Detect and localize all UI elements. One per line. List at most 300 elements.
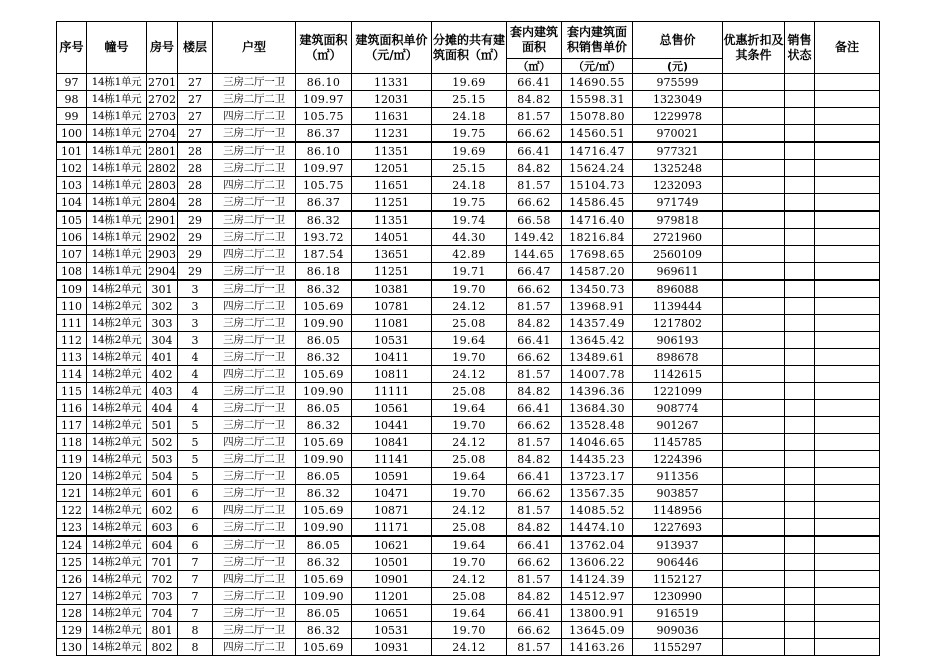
inner-price-cell: 13684.30 <box>562 400 633 417</box>
table-row <box>57 263 880 281</box>
inner-price-cell: 14046.65 <box>562 434 633 451</box>
floor-cell: 4 <box>178 383 213 400</box>
shared-area-cell: 24.12 <box>432 434 507 451</box>
layout-cell: 三房二厅二卫 <box>213 588 296 605</box>
header-area-unit: （㎡） <box>305 47 342 62</box>
inner-area-cell: 66.62 <box>507 485 562 502</box>
seq-cell: 129 <box>57 622 87 639</box>
building-cell: 14栋2单元 <box>87 451 147 468</box>
inner-area-cell: 149.42 <box>507 229 562 246</box>
room-cell: 601 <box>147 485 178 502</box>
header-seq: 序号 <box>57 22 87 74</box>
room-cell: 602 <box>147 502 178 519</box>
discount-cell <box>723 451 785 468</box>
price-list-table <box>56 21 880 656</box>
building-cell: 14栋2单元 <box>87 519 147 537</box>
unit-price-cell: 10931 <box>352 639 432 656</box>
unit-price-cell: 10841 <box>352 434 432 451</box>
inner-price-cell: 14690.55 <box>562 74 633 91</box>
layout-cell: 四房二厅二卫 <box>213 571 296 588</box>
area-cell: 86.32 <box>296 280 352 298</box>
unit-price-cell: 11081 <box>352 315 432 332</box>
remark-cell <box>815 383 880 400</box>
table-row <box>57 366 880 383</box>
remark-cell <box>815 298 880 315</box>
table-row <box>57 108 880 125</box>
floor-cell: 8 <box>178 622 213 639</box>
shared-area-cell: 25.15 <box>432 160 507 177</box>
shared-area-cell: 19.70 <box>432 554 507 571</box>
unit-price-cell: 11351 <box>352 211 432 229</box>
area-cell: 105.69 <box>296 502 352 519</box>
unit-price-cell: 10531 <box>352 332 432 349</box>
header-inner-area-unit: （㎡） <box>507 59 562 74</box>
unit-price-cell: 10871 <box>352 502 432 519</box>
table-row <box>57 502 880 519</box>
layout-cell: 三房二厅一卫 <box>213 536 296 554</box>
status-cell <box>785 108 815 125</box>
total-cell: 898678 <box>633 349 723 366</box>
building-cell: 14栋2单元 <box>87 280 147 298</box>
table-row <box>57 571 880 588</box>
inner-area-cell: 66.41 <box>507 605 562 622</box>
seq-cell: 113 <box>57 349 87 366</box>
total-cell: 896088 <box>633 280 723 298</box>
building-cell: 14栋1单元 <box>87 74 147 91</box>
room-cell: 703 <box>147 588 178 605</box>
header-total-unit: (元) <box>633 59 723 74</box>
discount-cell <box>723 366 785 383</box>
building-cell: 14栋2单元 <box>87 622 147 639</box>
discount-cell <box>723 125 785 143</box>
room-cell: 704 <box>147 605 178 622</box>
shared-area-cell: 19.75 <box>432 194 507 212</box>
shared-area-cell: 24.12 <box>432 571 507 588</box>
remark-cell <box>815 108 880 125</box>
shared-area-cell: 19.64 <box>432 536 507 554</box>
inner-price-cell: 13645.09 <box>562 622 633 639</box>
layout-cell: 三房二厅一卫 <box>213 280 296 298</box>
discount-cell <box>723 74 785 91</box>
seq-cell: 112 <box>57 332 87 349</box>
unit-price-cell: 10411 <box>352 349 432 366</box>
inner-price-cell: 14435.23 <box>562 451 633 468</box>
unit-price-cell: 10781 <box>352 298 432 315</box>
room-cell: 501 <box>147 417 178 434</box>
table-row <box>57 177 880 194</box>
inner-price-cell: 14357.49 <box>562 315 633 332</box>
discount-cell <box>723 417 785 434</box>
floor-cell: 6 <box>178 502 213 519</box>
total-cell: 970021 <box>633 125 723 143</box>
floor-cell: 5 <box>178 434 213 451</box>
shared-area-cell: 25.08 <box>432 315 507 332</box>
building-cell: 14栋1单元 <box>87 246 147 263</box>
seq-cell: 130 <box>57 639 87 656</box>
inner-price-cell: 13528.48 <box>562 417 633 434</box>
inner-area-cell: 81.57 <box>507 298 562 315</box>
floor-cell: 7 <box>178 605 213 622</box>
layout-cell: 三房二厅一卫 <box>213 332 296 349</box>
header-inner-area: 套内建筑面积 <box>507 22 562 59</box>
seq-cell: 124 <box>57 536 87 554</box>
floor-cell: 6 <box>178 485 213 502</box>
floor-cell: 29 <box>178 229 213 246</box>
table-row <box>57 160 880 177</box>
area-cell: 86.32 <box>296 349 352 366</box>
shared-area-cell: 25.08 <box>432 451 507 468</box>
building-cell: 14栋2单元 <box>87 605 147 622</box>
seq-cell: 115 <box>57 383 87 400</box>
building-cell: 14栋2单元 <box>87 571 147 588</box>
inner-price-cell: 14716.47 <box>562 142 633 160</box>
building-cell: 14栋1单元 <box>87 108 147 125</box>
inner-area-cell: 84.82 <box>507 383 562 400</box>
table-row <box>57 332 880 349</box>
remark-cell <box>815 246 880 263</box>
total-cell: 1142615 <box>633 366 723 383</box>
discount-cell <box>723 229 785 246</box>
status-cell <box>785 417 815 434</box>
status-cell <box>785 588 815 605</box>
remark-cell <box>815 280 880 298</box>
inner-price-cell: 15104.73 <box>562 177 633 194</box>
total-cell: 1224396 <box>633 451 723 468</box>
status-cell <box>785 519 815 537</box>
unit-price-cell: 11251 <box>352 263 432 281</box>
unit-price-cell: 13651 <box>352 246 432 263</box>
area-cell: 109.97 <box>296 91 352 108</box>
table-row <box>57 91 880 108</box>
remark-cell <box>815 451 880 468</box>
seq-cell: 105 <box>57 211 87 229</box>
discount-cell <box>723 639 785 656</box>
room-cell: 301 <box>147 280 178 298</box>
seq-cell: 102 <box>57 160 87 177</box>
room-cell: 2704 <box>147 125 178 143</box>
total-cell: 901267 <box>633 417 723 434</box>
remark-cell <box>815 536 880 554</box>
floor-cell: 4 <box>178 400 213 417</box>
total-cell: 1217802 <box>633 315 723 332</box>
floor-cell: 28 <box>178 160 213 177</box>
discount-cell <box>723 485 785 502</box>
area-cell: 109.90 <box>296 383 352 400</box>
total-cell: 911356 <box>633 468 723 485</box>
status-cell <box>785 485 815 502</box>
room-cell: 402 <box>147 366 178 383</box>
layout-cell: 三房二厅二卫 <box>213 160 296 177</box>
remark-cell <box>815 229 880 246</box>
inner-price-cell: 15598.31 <box>562 91 633 108</box>
layout-cell: 四房二厅二卫 <box>213 639 296 656</box>
building-cell: 14栋1单元 <box>87 177 147 194</box>
room-cell: 401 <box>147 349 178 366</box>
unit-price-cell: 10591 <box>352 468 432 485</box>
area-cell: 105.75 <box>296 108 352 125</box>
inner-price-cell: 14716.40 <box>562 211 633 229</box>
layout-cell: 三房二厅二卫 <box>213 383 296 400</box>
layout-cell: 四房二厅二卫 <box>213 366 296 383</box>
layout-cell: 三房二厅一卫 <box>213 349 296 366</box>
inner-price-cell: 15624.24 <box>562 160 633 177</box>
floor-cell: 27 <box>178 125 213 143</box>
floor-cell: 27 <box>178 74 213 91</box>
floor-cell: 6 <box>178 536 213 554</box>
remark-cell <box>815 502 880 519</box>
seq-cell: 123 <box>57 519 87 537</box>
shared-area-cell: 19.71 <box>432 263 507 281</box>
seq-cell: 103 <box>57 177 87 194</box>
layout-cell: 三房二厅一卫 <box>213 74 296 91</box>
total-cell: 1152127 <box>633 571 723 588</box>
inner-area-cell: 66.62 <box>507 349 562 366</box>
table-row <box>57 74 880 91</box>
status-cell <box>785 280 815 298</box>
remark-cell <box>815 400 880 417</box>
inner-area-cell: 66.62 <box>507 622 562 639</box>
status-cell <box>785 349 815 366</box>
table-row <box>57 400 880 417</box>
table-row <box>57 434 880 451</box>
inner-area-cell: 81.57 <box>507 108 562 125</box>
table-row <box>57 125 880 143</box>
unit-price-cell: 10441 <box>352 417 432 434</box>
inner-area-cell: 84.82 <box>507 519 562 537</box>
status-cell <box>785 571 815 588</box>
unit-price-cell: 11631 <box>352 108 432 125</box>
floor-cell: 7 <box>178 588 213 605</box>
inner-area-cell: 66.62 <box>507 125 562 143</box>
floor-cell: 3 <box>178 280 213 298</box>
shared-area-cell: 19.64 <box>432 400 507 417</box>
inner-area-cell: 81.57 <box>507 639 562 656</box>
status-cell <box>785 177 815 194</box>
shared-area-cell: 19.75 <box>432 125 507 143</box>
total-cell: 2721960 <box>633 229 723 246</box>
building-cell: 14栋2单元 <box>87 298 147 315</box>
shared-area-cell: 24.12 <box>432 298 507 315</box>
status-cell <box>785 246 815 263</box>
unit-price-cell: 11651 <box>352 177 432 194</box>
table-row <box>57 280 880 298</box>
layout-cell: 四房二厅二卫 <box>213 246 296 263</box>
shared-area-cell: 19.69 <box>432 74 507 91</box>
building-cell: 14栋1单元 <box>87 229 147 246</box>
inner-price-cell: 17698.65 <box>562 246 633 263</box>
remark-cell <box>815 349 880 366</box>
discount-cell <box>723 160 785 177</box>
status-cell <box>785 554 815 571</box>
seq-cell: 125 <box>57 554 87 571</box>
total-cell: 1325248 <box>633 160 723 177</box>
shared-area-cell: 25.15 <box>432 91 507 108</box>
status-cell <box>785 502 815 519</box>
building-cell: 14栋2单元 <box>87 468 147 485</box>
layout-cell: 三房二厅二卫 <box>213 315 296 332</box>
shared-area-cell: 24.12 <box>432 502 507 519</box>
seq-cell: 99 <box>57 108 87 125</box>
shared-area-cell: 24.12 <box>432 366 507 383</box>
inner-area-cell: 66.41 <box>507 400 562 417</box>
room-cell: 504 <box>147 468 178 485</box>
seq-cell: 108 <box>57 263 87 281</box>
status-cell <box>785 622 815 639</box>
seq-cell: 126 <box>57 571 87 588</box>
floor-cell: 7 <box>178 554 213 571</box>
discount-cell <box>723 194 785 212</box>
table-row <box>57 588 880 605</box>
unit-price-cell: 10381 <box>352 280 432 298</box>
inner-area-cell: 144.65 <box>507 246 562 263</box>
building-cell: 14栋1单元 <box>87 263 147 281</box>
inner-price-cell: 14586.45 <box>562 194 633 212</box>
remark-cell <box>815 417 880 434</box>
table-row <box>57 211 880 229</box>
total-cell: 2560109 <box>633 246 723 263</box>
floor-cell: 29 <box>178 263 213 281</box>
building-cell: 14栋1单元 <box>87 142 147 160</box>
unit-price-cell: 10811 <box>352 366 432 383</box>
total-cell: 1155297 <box>633 639 723 656</box>
layout-cell: 四房二厅二卫 <box>213 177 296 194</box>
room-cell: 801 <box>147 622 178 639</box>
total-cell: 1145785 <box>633 434 723 451</box>
total-cell: 1221099 <box>633 383 723 400</box>
header-status: 销售状态 <box>785 22 815 74</box>
seq-cell: 116 <box>57 400 87 417</box>
total-cell: 1139444 <box>633 298 723 315</box>
layout-cell: 三房二厅一卫 <box>213 605 296 622</box>
seq-cell: 106 <box>57 229 87 246</box>
unit-price-cell: 10651 <box>352 605 432 622</box>
floor-cell: 28 <box>178 177 213 194</box>
discount-cell <box>723 91 785 108</box>
room-cell: 404 <box>147 400 178 417</box>
building-cell: 14栋2单元 <box>87 485 147 502</box>
shared-area-cell: 19.70 <box>432 485 507 502</box>
status-cell <box>785 315 815 332</box>
area-cell: 86.32 <box>296 211 352 229</box>
shared-area-cell: 19.70 <box>432 417 507 434</box>
inner-price-cell: 13567.35 <box>562 485 633 502</box>
total-cell: 916519 <box>633 605 723 622</box>
inner-price-cell: 13800.91 <box>562 605 633 622</box>
seq-cell: 107 <box>57 246 87 263</box>
table-body <box>57 74 880 656</box>
total-cell: 906193 <box>633 332 723 349</box>
status-cell <box>785 605 815 622</box>
table-row <box>57 417 880 434</box>
building-cell: 14栋2单元 <box>87 588 147 605</box>
inner-area-cell: 66.41 <box>507 332 562 349</box>
shared-area-cell: 19.70 <box>432 349 507 366</box>
room-cell: 2802 <box>148 161 176 175</box>
shared-area-cell: 24.12 <box>432 639 507 656</box>
remark-cell <box>815 194 880 212</box>
building-cell: 14栋1单元 <box>87 194 147 212</box>
status-cell <box>785 229 815 246</box>
floor-cell: 7 <box>178 571 213 588</box>
seq-cell: 117 <box>57 417 87 434</box>
seq-cell: 100 <box>57 125 87 143</box>
building-cell: 14栋2单元 <box>87 554 147 571</box>
room-cell: 503 <box>147 451 178 468</box>
inner-area-cell: 84.82 <box>507 451 562 468</box>
table-row <box>57 622 880 639</box>
floor-cell: 3 <box>178 298 213 315</box>
total-cell: 1232093 <box>633 177 723 194</box>
seq-cell: 122 <box>57 502 87 519</box>
area-cell: 105.75 <box>296 177 352 194</box>
total-cell: 971749 <box>633 194 723 212</box>
area-cell: 105.69 <box>296 571 352 588</box>
unit-price-cell: 14051 <box>352 229 432 246</box>
header-area <box>296 22 352 74</box>
remark-cell <box>815 622 880 639</box>
table-row <box>57 468 880 485</box>
inner-area-cell: 66.41 <box>507 468 562 485</box>
floor-cell: 5 <box>178 468 213 485</box>
table-row <box>57 229 880 246</box>
seq-cell: 109 <box>57 280 87 298</box>
layout-cell: 四房二厅二卫 <box>213 298 296 315</box>
inner-price-cell: 14512.97 <box>562 588 633 605</box>
header-row <box>57 22 880 59</box>
seq-cell: 121 <box>57 485 87 502</box>
status-cell <box>785 434 815 451</box>
area-cell: 105.69 <box>296 639 352 656</box>
room-cell: 303 <box>147 315 178 332</box>
room-cell: 2904 <box>147 263 178 281</box>
area-cell: 109.97 <box>296 160 352 177</box>
inner-area-cell: 81.57 <box>507 177 562 194</box>
table-row <box>57 605 880 622</box>
unit-price-cell: 12051 <box>352 160 432 177</box>
discount-cell <box>723 246 785 263</box>
remark-cell <box>815 160 880 177</box>
layout-cell: 三房二厅一卫 <box>213 468 296 485</box>
inner-area-cell: 66.41 <box>507 142 562 160</box>
inner-price-cell: 13723.17 <box>562 468 633 485</box>
discount-cell <box>723 605 785 622</box>
discount-cell <box>723 400 785 417</box>
remark-cell <box>815 332 880 349</box>
discount-cell <box>723 622 785 639</box>
header-unit-price-label: 建筑面积单价 <box>355 32 428 47</box>
inner-area-cell: 66.62 <box>507 417 562 434</box>
header-discount: 优惠折扣及其条件 <box>723 22 785 74</box>
discount-cell <box>723 332 785 349</box>
area-cell: 105.69 <box>296 298 352 315</box>
shared-area-cell: 25.08 <box>432 588 507 605</box>
shared-area-cell: 19.70 <box>432 280 507 298</box>
inner-area-cell: 84.82 <box>507 91 562 108</box>
status-cell <box>785 332 815 349</box>
floor-cell: 8 <box>178 639 213 656</box>
table-row <box>57 554 880 571</box>
remark-cell <box>815 315 880 332</box>
total-cell: 1148956 <box>633 502 723 519</box>
remark-cell <box>815 571 880 588</box>
discount-cell <box>723 571 785 588</box>
layout-cell: 三房二厅二卫 <box>213 91 296 108</box>
seq-cell: 119 <box>57 451 87 468</box>
inner-price-cell: 13450.73 <box>562 280 633 298</box>
unit-price-cell: 10501 <box>352 554 432 571</box>
inner-price-cell: 13968.91 <box>562 298 633 315</box>
inner-area-cell: 66.47 <box>507 263 562 281</box>
